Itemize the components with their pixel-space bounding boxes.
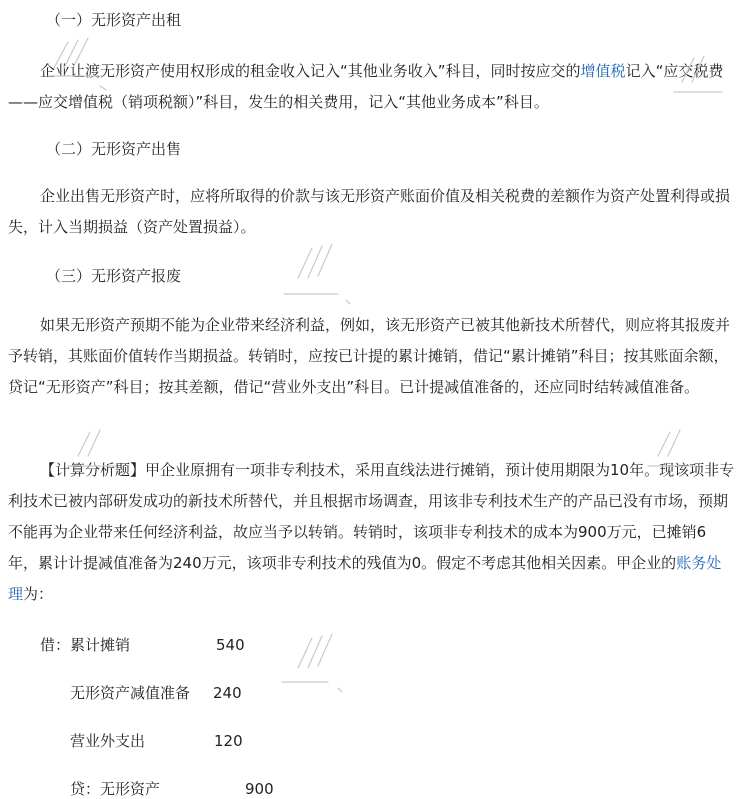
journal-amount-540: 540 bbox=[216, 636, 245, 654]
example-text-part-2: 为： bbox=[23, 585, 54, 603]
journal-amount-120: 120 bbox=[214, 732, 243, 750]
watermark-scribble bbox=[278, 628, 358, 698]
paragraph-intangible-scrap: 如果无形资产预期不能为企业带来经济利益，例如，该无形资产已被其他新技术所替代，则应将其报废并予转销，其账面价值转作当期损益。转销时，应按已计提的累计摊销，借记“累计摊销”科目；按其账面余额，贷记“无形资产”科目；按其差额，借记“营业外支出”科目。已计提减值准备的，还应同时结转减值准备。 bbox=[8, 316, 731, 396]
journal-debit-non-operating-expense: 营业外支出 bbox=[70, 732, 146, 750]
example-text-part-1: 【计算分析题】甲企业原拥有一项非专利技术，采用直线法进行摊销，预计使用期限为10年。现该项非专利技术已被内部研发成功的新技术所替代，并且根据市场调查，用该非专利技术生产的产品已没有市场，预期不能再为企业带来任何经济利益，故应当予以转销。转销时，该项非专利技术的成本为900万元，已摊销6年，累计计提减值准备为240万元，该项非专利技术的残值为0。假定不考虑其他相关因素。甲企业的 bbox=[8, 461, 735, 572]
journal-debit-impairment-provision: 无形资产减值准备 bbox=[70, 684, 191, 702]
rent-text-part-2: 记入“应交税费——应交增值税（销项税额）”科目，发生的相关费用，记入“其他业务成本”科目。 bbox=[8, 62, 724, 111]
journal-debit-accumulated-amortization: 借：累计摊销 bbox=[40, 636, 131, 654]
vat-link[interactable]: 增值税 bbox=[580, 62, 626, 80]
accounting-treatment-link[interactable]: 账务处理 bbox=[8, 554, 722, 603]
rent-text-part-1: 企业让渡无形资产使用权形成的租金收入记入“其他业务收入”科目，同时按应交的 bbox=[40, 62, 581, 80]
heading-intangible-sale: （二）无形资产出售 bbox=[46, 140, 182, 158]
paragraph-intangible-sale: 企业出售无形资产时，应将所取得的价款与该无形资产账面价值及相关税费的差额作为资产处置利得或损失，计入当期损益（资产处置损益）。 bbox=[8, 187, 731, 236]
heading-intangible-scrap: （三）无形资产报废 bbox=[46, 267, 182, 285]
journal-amount-900: 900 bbox=[245, 780, 274, 798]
heading-intangible-rent: （一）无形资产出租 bbox=[46, 11, 182, 29]
paragraph-calculation-example bbox=[8, 455, 736, 610]
journal-amount-240: 240 bbox=[213, 684, 242, 702]
watermark-scribble bbox=[278, 238, 358, 308]
paragraph-intangible-rent bbox=[8, 56, 736, 118]
journal-credit-intangible-asset: 贷：无形资产 bbox=[70, 780, 161, 798]
